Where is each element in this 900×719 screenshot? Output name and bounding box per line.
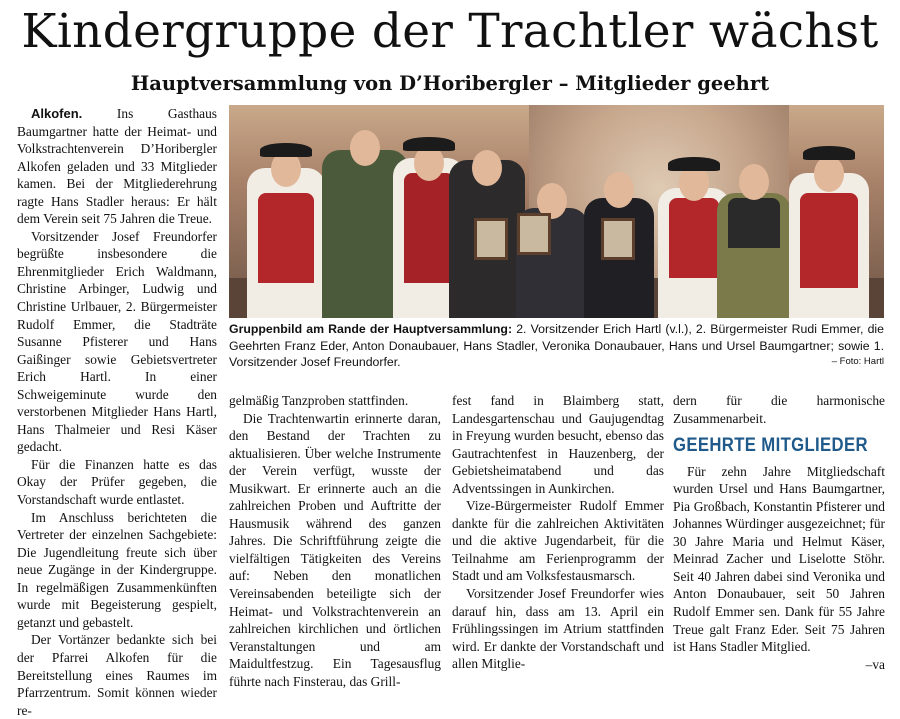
- article-column-3: [452, 392, 664, 673]
- paragraph: Vorsitzender Josef Freundorfer begrüßte insbesondere die Ehrenmitglieder Erich Waldmann, Christine Arbinger, Ludwig und Christine Urlbauer, 2. Bürgermeister Rudolf Emmer, die Stadträte Susanne Pfisterer und Hans Gaißinger sowie Gebietsvertreter Erich Hartl. In einer Schweigeminute wurde den verstorbenen Mitglieder Hans Hartl, Hans Thalmeier und Resi Käser gedacht.: [17, 228, 217, 455]
- paragraph-intro: [17, 105, 217, 228]
- paragraph: gelmäßig Tanzproben stattfinden.: [229, 393, 409, 408]
- caption-lead: Gruppenbild am Rande der Hauptversammlung:: [229, 322, 513, 336]
- paragraph: Vize-Bürgermeister Rudolf Emmer dankte für die zahlreichen Aktivitäten und die aktive Jugendarbeit, für die Teilnahme am Ferienprogramm der Stadt und am Volksfestausmarsch.: [452, 498, 664, 584]
- photo-credit: – Foto: Hartl: [831, 356, 884, 367]
- subheadline: Hauptversammlung von D’Horibergler – Mitglieder geehrt: [130, 72, 770, 95]
- paragraph: Vorsitzender Josef Freundorfer wies darauf hin, dass am 13. April ein Frühlingssingen im Atrium stattfinden wird. Er dankte der Vorstandschaft und allen Mitglie-: [452, 586, 664, 672]
- location-tag: Alkofen.: [31, 106, 83, 121]
- paragraph-intro-text: Ins Gasthaus Baumgartner hatte der Heimat- und Volkstrachtenverein D’Horibergler Alkofen geladen und 33 Mitglieder kamen. Bei der Mitgliederehrung ragte Hans Stadler heraus: Er hält dem Verein seit 75 Jahren die Treue.: [17, 106, 217, 227]
- paragraph: Der Vortänzer bedankte sich bei der Pfarrei Alkofen für die Bereitstellung eines Raumes im Pfarrzentrum. Somit können wieder re-: [17, 632, 217, 718]
- photo-caption: [229, 321, 884, 371]
- section-heading: GEEHRTE MITGLIEDER: [673, 435, 868, 457]
- author-signoff: –va: [865, 656, 885, 672]
- paragraph: Im Anschluss berichteten die Vertreter der einzelnen Sachgebiete: Die Jugendleitung freute sich über neue Zugänge in der Kindergruppe. In regelmäßigen Zusammenkünften wurde mit Begeisterung gespielt, getanzt und gebastelt.: [17, 509, 217, 630]
- group-photo: [229, 105, 884, 318]
- caption-text: 2. Vorsitzender Erich Hartl (v.l.), 2. Bürgermeister Rudi Emmer, die Geehrten Franz Eder, Anton Donaubauer, Hans Stadler, Veronika Donaubauer, Hans und Ursel Baumgartner; sowie 1. Vorsitzender Josef Freundorfer.: [229, 322, 884, 369]
- paragraph: fest fand in Blaimberg statt, Landesgartenschau und Gaujugendtag in Freyung wurden besucht, ebenso das Gautrachtenfest in Hauzenberg, der Gebietsheimatabend und das Adventssingen in Aunkirchen.: [452, 393, 664, 496]
- paragraph: Für zehn Jahre Mitgliedschaft wurden Ursel und Hans Baumgartner, Pia Großbach, Konstantin Pfisterer und Johannes Würdinger ausgezeichnet; für 30 Jahre Maria und Helmut Käser, Meinrad Zacher und Liselotte Stöhr. Seit 40 Jahren dabei sind Veronika und Anton Donaubauer, seit 50 Jahren Rudolf Emmer sen. Dank für 55 Jahre Treue galt Franz Eder. Seit 75 Jahren ist Hans Stadler Mitglied.: [673, 463, 885, 655]
- photo-person: [714, 158, 794, 318]
- headline: Kindergruppe der Trachtler wächst: [21, 4, 879, 59]
- photo-person: [579, 168, 659, 318]
- paragraph: Für die Finanzen hatte es das Okay der Prüfer gegeben, die Vorstandschaft wurde entlastet.: [17, 456, 217, 508]
- article-column-4: [673, 392, 885, 673]
- article-column-1: [17, 105, 217, 719]
- paragraph: dern für die harmonische Zusammenarbeit.: [673, 393, 885, 426]
- paragraph: Die Trachtenwartin erinnerte daran, den Bestand der Trachten zu aktualisieren. Über welche Instrumente der Verein verfügt, wusste der Musikwart. Er erinnerte auch an die zahlreichen Proben und Auftritte der Hausmusik während des ganzen Jahres. Die Schriftführung zeigte die vielfältigen Tätigkeiten des Vereins auf: Neben den monatlichen Vereinsabenden beteiligte sich der Heimat- und Volkstrachtenverein an zahlreichen kirchlichen und örtlichen Veranstaltungen und am Maidultfestzug. Ein Tagesausflug führte nach Finsterau, das Grill-: [229, 410, 441, 689]
- article-column-2: [229, 392, 441, 690]
- photo-person: [784, 138, 874, 318]
